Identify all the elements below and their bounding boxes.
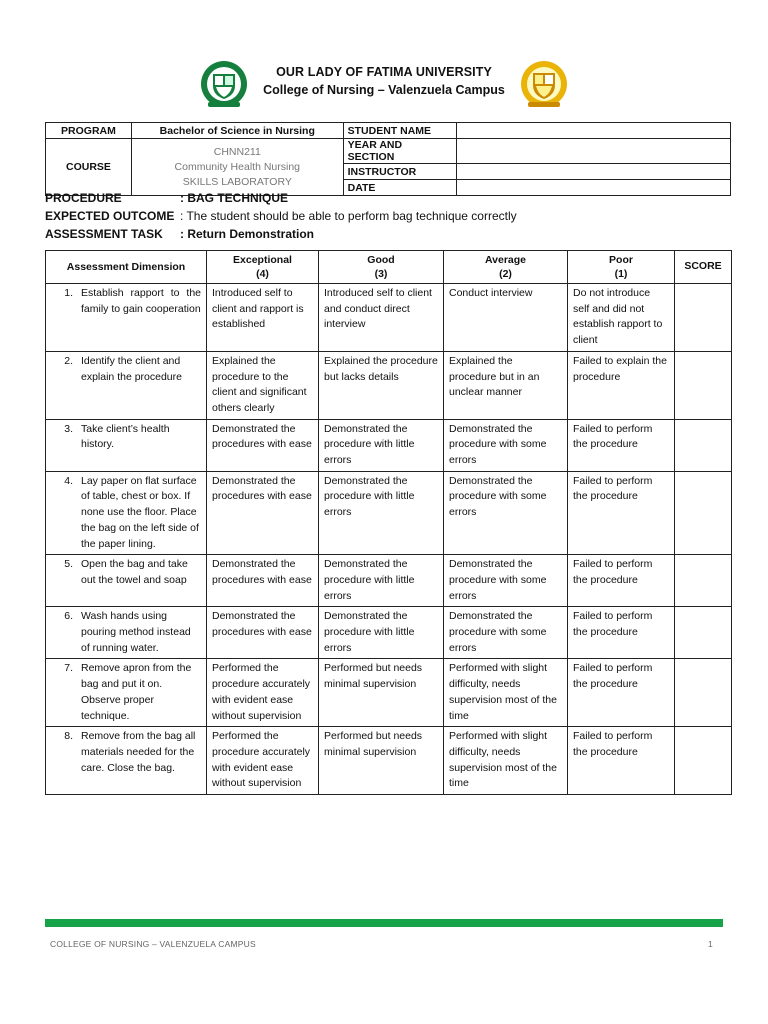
header-title-block bbox=[0, 65, 768, 97]
table-row bbox=[46, 727, 732, 795]
header-poor-points: (1) bbox=[614, 268, 628, 280]
score-cell[interactable] bbox=[675, 284, 732, 352]
average-cell: Demonstrated the procedure with some errors bbox=[444, 555, 568, 607]
university-name: OUR LADY OF FATIMA UNIVERSITY bbox=[276, 65, 492, 79]
page-number: 1 bbox=[708, 939, 713, 949]
score-cell[interactable] bbox=[675, 351, 732, 419]
procedure-meta bbox=[45, 189, 731, 243]
good-cell: Demonstrated the procedure with little errors bbox=[319, 471, 444, 555]
average-cell: Performed with slight difficulty, needs supervision most of the time bbox=[444, 727, 568, 795]
course-value bbox=[131, 139, 343, 196]
procedure-label: PROCEDURE bbox=[45, 191, 122, 205]
average-cell: Conduct interview bbox=[444, 284, 568, 352]
dimension-cell bbox=[46, 607, 207, 659]
exceptional-cell: Demonstrated the procedures with ease bbox=[207, 607, 319, 659]
header-exceptional-points: (4) bbox=[256, 268, 269, 280]
table-row bbox=[46, 659, 732, 727]
document-header bbox=[0, 56, 768, 116]
dimension-cell bbox=[46, 351, 207, 419]
average-cell: Demonstrated the procedure with some errors bbox=[444, 419, 568, 471]
procedure-value: : BAG TECHNIQUE bbox=[180, 191, 288, 205]
dimension-cell bbox=[46, 419, 207, 471]
year-section-label: YEAR AND SECTION bbox=[343, 139, 456, 164]
header-score: SCORE bbox=[675, 251, 732, 284]
date-label: DATE bbox=[343, 180, 456, 196]
header-exceptional-label: Exceptional bbox=[233, 254, 292, 266]
expected-outcome-label: EXPECTED OUTCOME bbox=[45, 209, 175, 223]
poor-cell: Failed to perform the procedure bbox=[568, 607, 675, 659]
rubric-table bbox=[45, 250, 732, 795]
row-number: 7. bbox=[64, 662, 73, 675]
dimension-cell bbox=[46, 471, 207, 555]
poor-cell: Failed to perform the procedure bbox=[568, 419, 675, 471]
row-number: 4. bbox=[64, 474, 73, 487]
header-poor bbox=[568, 251, 675, 284]
header-good-points: (3) bbox=[374, 268, 388, 280]
row-number: 3. bbox=[64, 422, 73, 435]
dimension-cell bbox=[46, 555, 207, 607]
year-section-field[interactable] bbox=[456, 139, 730, 164]
score-cell[interactable] bbox=[675, 471, 732, 555]
dimension-cell bbox=[46, 727, 207, 795]
exceptional-cell: Performed the procedure accurately with evident ease without supervision bbox=[207, 659, 319, 727]
row-number: 5. bbox=[64, 558, 73, 571]
row-number: 1. bbox=[64, 287, 73, 299]
program-value: Bachelor of Science in Nursing bbox=[131, 123, 343, 139]
procedure-row bbox=[45, 189, 731, 207]
header-exceptional bbox=[207, 251, 319, 284]
dimension-text: Remove from the bag all materials needed for the care. Close the bag. bbox=[81, 730, 196, 774]
college-seal-logo bbox=[520, 56, 568, 112]
assessment-task-label: ASSESSMENT TASK bbox=[45, 227, 163, 241]
dimension-text: Take client’s health history. bbox=[81, 422, 170, 451]
header-average bbox=[444, 251, 568, 284]
assessment-task-value: : Return Demonstration bbox=[180, 227, 315, 241]
dimension-text: Open the bag and take out the towel and soap bbox=[81, 558, 188, 586]
score-cell[interactable] bbox=[675, 607, 732, 659]
dimension-text: Wash hands using pouring method instead of running water. bbox=[81, 610, 191, 654]
instructor-field[interactable] bbox=[456, 164, 730, 180]
dimension-text: Establish rapport to the family to gain cooperation bbox=[81, 287, 201, 315]
good-cell: Demonstrated the procedure with little errors bbox=[319, 607, 444, 659]
table-row bbox=[46, 419, 732, 471]
header-assessment-dimension: Assessment Dimension bbox=[46, 251, 207, 284]
row-number: 8. bbox=[64, 730, 73, 743]
course-title: Community Health Nursing bbox=[174, 160, 301, 173]
poor-cell: Failed to perform the procedure bbox=[568, 727, 675, 795]
dimension-cell bbox=[46, 659, 207, 727]
dimension-cell bbox=[46, 284, 207, 352]
score-cell[interactable] bbox=[675, 419, 732, 471]
expected-outcome-row bbox=[45, 207, 731, 225]
average-cell: Performed with slight difficulty, needs supervision most of the time bbox=[444, 659, 568, 727]
college-name: College of Nursing – Valenzuela Campus bbox=[263, 83, 505, 97]
dimension-text: Identify the client and explain the procedure bbox=[81, 354, 182, 383]
exceptional-cell: Demonstrated the procedures with ease bbox=[207, 555, 319, 607]
poor-cell: Failed to perform the procedure bbox=[568, 471, 675, 555]
good-cell: Demonstrated the procedure with little errors bbox=[319, 419, 444, 471]
score-cell[interactable] bbox=[675, 659, 732, 727]
header-good bbox=[319, 251, 444, 284]
row-number: 2. bbox=[64, 354, 73, 367]
student-name-label: STUDENT NAME bbox=[343, 123, 456, 139]
exceptional-cell: Explained the procedure to the client and significant others clearly bbox=[207, 351, 319, 419]
program-label: PROGRAM bbox=[46, 123, 132, 139]
average-cell: Demonstrated the procedure with some errors bbox=[444, 471, 568, 555]
student-name-field[interactable] bbox=[456, 123, 730, 139]
poor-cell: Failed to perform the procedure bbox=[568, 659, 675, 727]
good-cell: Demonstrated the procedure with little errors bbox=[319, 555, 444, 607]
average-cell: Explained the procedure but in an unclear manner bbox=[444, 351, 568, 419]
course-label: COURSE bbox=[46, 139, 132, 196]
score-cell[interactable] bbox=[675, 555, 732, 607]
table-row bbox=[46, 555, 732, 607]
exceptional-cell: Demonstrated the procedures with ease bbox=[207, 419, 319, 471]
header-good-label: Good bbox=[367, 254, 395, 266]
average-cell: Demonstrated the procedure with some errors bbox=[444, 607, 568, 659]
header-poor-label: Poor bbox=[609, 254, 633, 266]
footer-divider-bar bbox=[45, 919, 723, 927]
good-cell: Performed but needs minimal supervision bbox=[319, 659, 444, 727]
table-row bbox=[46, 607, 732, 659]
poor-cell: Failed to perform the procedure bbox=[568, 555, 675, 607]
good-cell: Performed but needs minimal supervision bbox=[319, 727, 444, 795]
dimension-text: Remove apron from the bag and put it on. Observe proper technique. bbox=[81, 662, 192, 722]
header-average-label: Average bbox=[484, 254, 527, 266]
exceptional-cell: Introduced self to client and rapport is established bbox=[207, 284, 319, 352]
instructor-label: INSTRUCTOR bbox=[343, 164, 456, 180]
score-cell[interactable] bbox=[675, 727, 732, 795]
student-info-table bbox=[45, 122, 731, 196]
good-cell: Introduced self to client and conduct direct interview bbox=[319, 284, 444, 352]
poor-cell: Failed to explain the procedure bbox=[568, 351, 675, 419]
exceptional-cell: Demonstrated the procedures with ease bbox=[207, 471, 319, 555]
good-cell: Explained the procedure but lacks details bbox=[319, 351, 444, 419]
course-type: SKILLS LABORATORY bbox=[182, 175, 292, 188]
course-code: CHNN211 bbox=[213, 145, 261, 158]
footer-college-text: COLLEGE OF NURSING – VALENZUELA CAMPUS bbox=[50, 939, 256, 949]
expected-outcome-value: : The student should be able to perform bag technique correctly bbox=[180, 209, 517, 223]
header-average-points: (2) bbox=[499, 268, 512, 280]
table-row bbox=[46, 284, 732, 352]
poor-cell: Do not introduce self and did not establish rapport to client bbox=[568, 284, 675, 352]
dimension-text: Lay paper on flat surface of table, chest or box. If none use the floor. Place the bag on the left side of the paper lining. bbox=[81, 474, 199, 550]
table-row bbox=[46, 351, 732, 419]
assessment-task-row bbox=[45, 225, 731, 243]
exceptional-cell: Performed the procedure accurately with evident ease without supervision bbox=[207, 727, 319, 795]
table-row bbox=[46, 471, 732, 555]
row-number: 6. bbox=[64, 610, 73, 623]
